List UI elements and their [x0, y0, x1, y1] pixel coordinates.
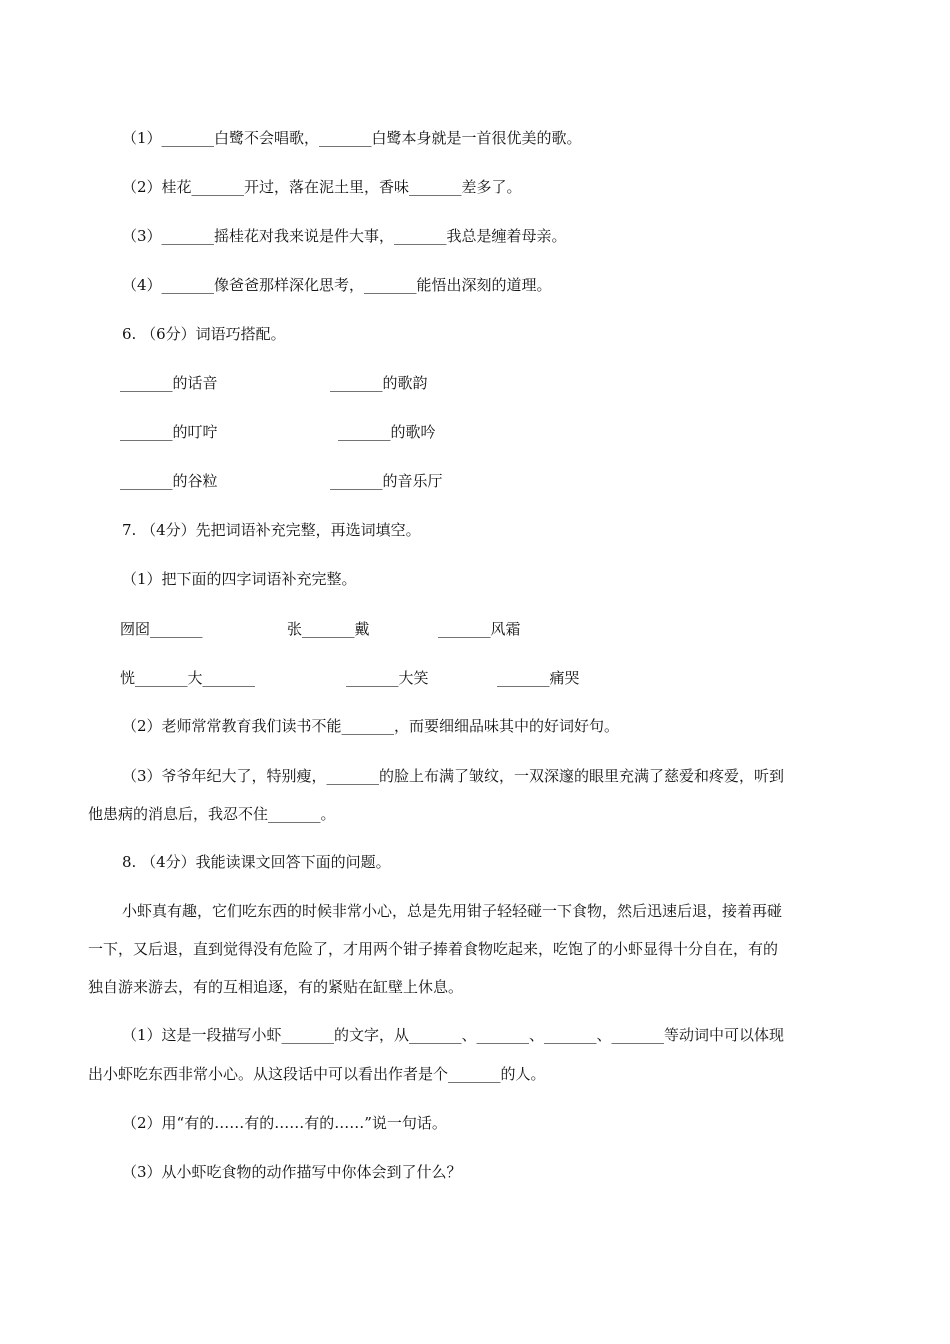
q7-sub3-line-2: 他患病的消息后，我忍不住_______。: [88, 805, 336, 823]
q7-word-5: _______大笑: [346, 669, 429, 687]
q7-word-4: 恍_______大_______: [120, 669, 256, 687]
q8-sub2: （2）用“有的……有的……有的……”说一句话。: [122, 1114, 447, 1132]
q7-sub1: （1）把下面的四字词语补充完整。: [122, 570, 357, 588]
q8-passage-line-2: 一下，又后退，直到觉得没有危险了，才用两个钳子捧着食物吃起来，吃饱了的小虾显得十分自在，有的: [88, 940, 779, 958]
q6-pair-1b: _______的歌韵: [330, 374, 428, 392]
q6-pair-1a: _______的话音: [120, 374, 218, 392]
q7-word-6: _______痛哭: [497, 669, 580, 687]
q7-word-3: _______风霜: [438, 620, 521, 638]
q6-pair-3a: _______的谷粒: [120, 472, 218, 490]
q7-sub3-line-1: （3）爷爷年纪大了，特别瘦，_______的脸上布满了皱纹，一双深邃的眼里充满了慈爱和疼爱，听到: [122, 767, 785, 785]
q6-pair-2a: _______的叮咛: [120, 423, 218, 441]
q7-sub2: （2）老师常常教育我们读书不能_______，而要细细品味其中的好词好句。: [122, 717, 620, 735]
q8-sub1-line-1: （1）这是一段描写小虾_______的文字，从_______、_______、_______、_______等动词中可以体现: [122, 1026, 785, 1044]
q6-pair-2b: _______的歌吟: [338, 423, 436, 441]
q8-title: 8. （4分）我能读课文回答下面的问题。: [122, 853, 391, 871]
q5-sentence-3: （3）_______摇桂花对我来说是件大事，_______我总是缠着母亲。: [122, 227, 567, 245]
q8-passage-line-3: 独自游来游去，有的互相追逐，有的紧贴在缸壁上休息。: [88, 978, 464, 996]
q5-sentence-1: （1）_______白鹭不会唱歌，_______白鹭本身就是一首很优美的歌。: [122, 129, 582, 147]
q6-pair-3b: _______的音乐厅: [330, 472, 443, 490]
q7-title: 7. （4分）先把词语补充完整，再选词填空。: [122, 521, 421, 539]
q7-word-2: 张_______戴: [287, 620, 370, 638]
q6-title: 6. （6分）词语巧搭配。: [122, 325, 286, 343]
q8-sub1-line-2: 出小虾吃东西非常小心。从这段话中可以看出作者是个_______的人。: [88, 1065, 546, 1083]
q7-word-1: 囫囵_______: [120, 620, 203, 638]
q8-passage-line-1: 小虾真有趣，它们吃东西的时候非常小心，总是先用钳子轻轻碰一下食物，然后迅速后退，接着再碰: [122, 902, 783, 920]
q8-sub3: （3）从小虾吃食物的动作描写中你体会到了什么？: [122, 1163, 462, 1181]
q5-sentence-2: （2）桂花_______开过，落在泥土里，香味_______差多了。: [122, 178, 522, 196]
q5-sentence-4: （4）_______像爸爸那样深化思考，_______能悟出深刻的道理。: [122, 276, 552, 294]
